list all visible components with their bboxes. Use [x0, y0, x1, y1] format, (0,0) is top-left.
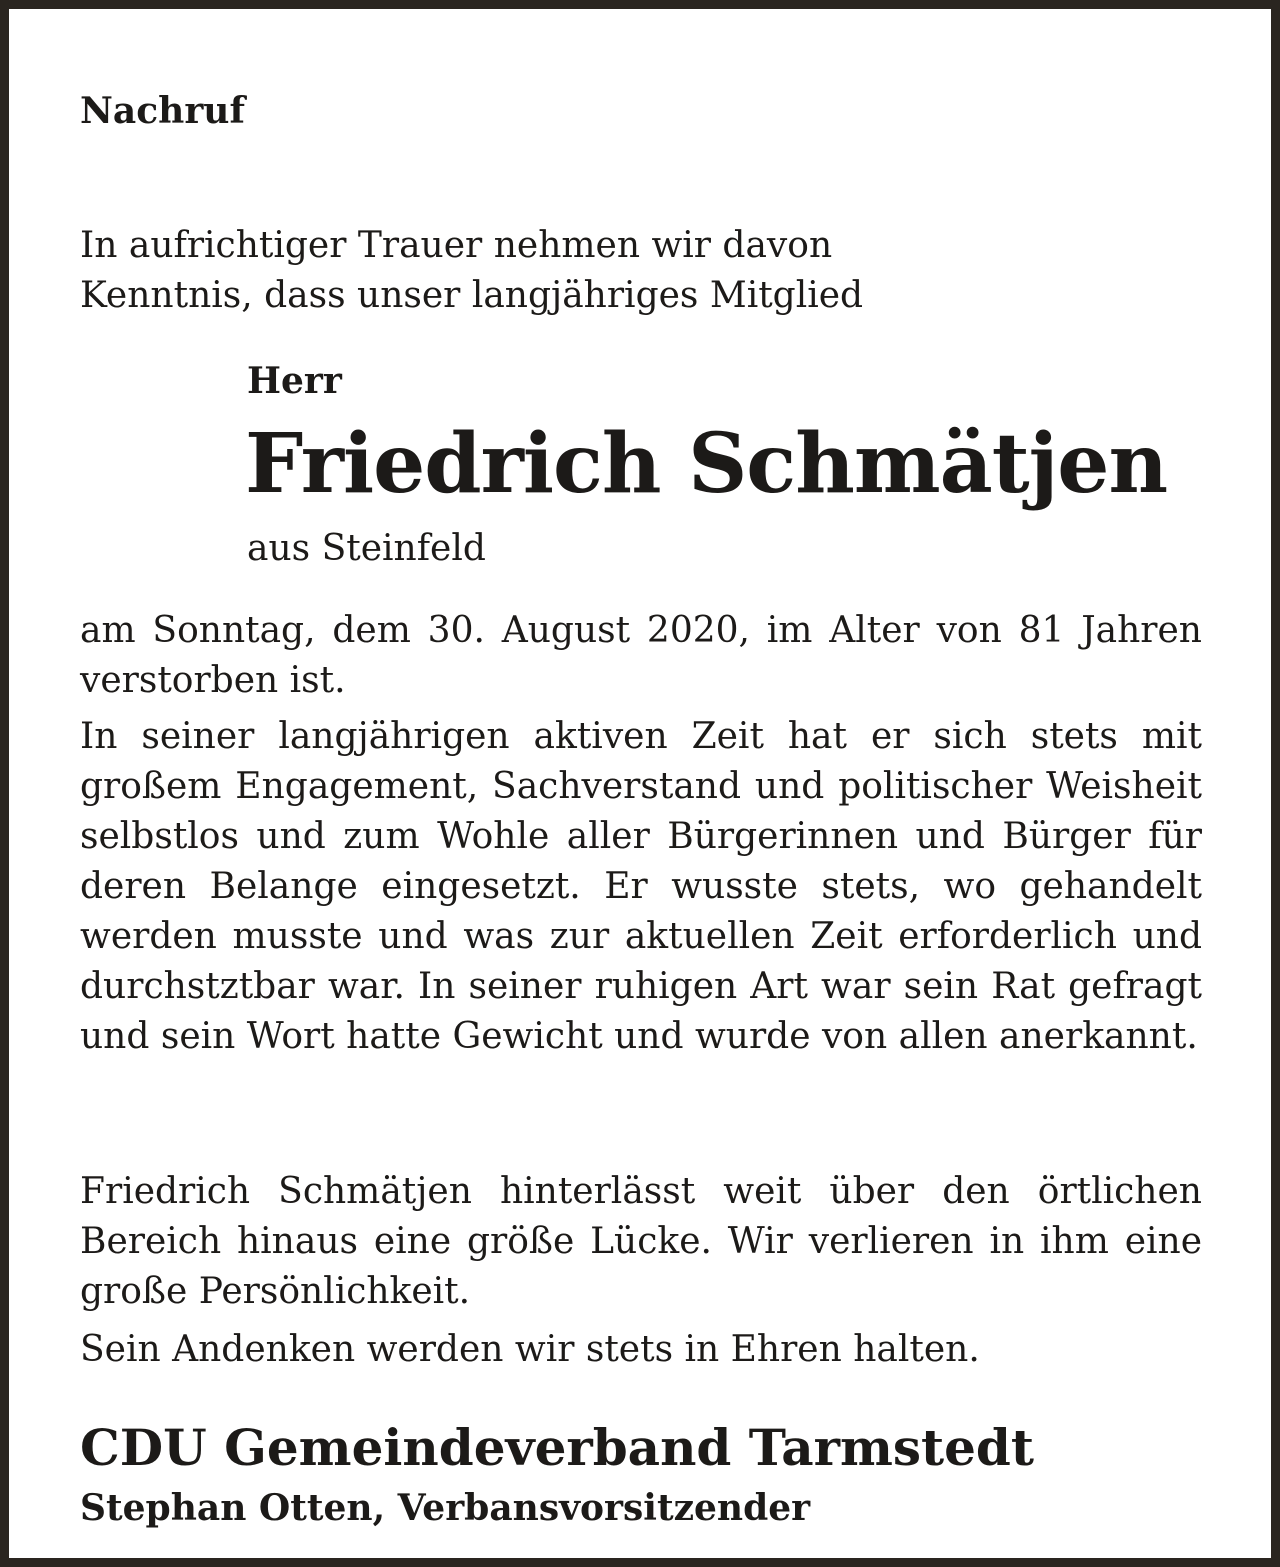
intro-line-1: In aufrichtiger Trauer nehmen wir davon — [80, 225, 833, 266]
paragraph-tribute: In seiner langjährigen aktiven Zeit hat er sich stets mit großem Engagement, Sachverstand und politischer Weisheit selbstlos und zum Wohle aller Bürgerinnen und Bürger für deren Belange eingesetzt. Er wusste stets, wo gehandelt werden musste und was zur aktuellen Zeit erforderlich und durchstztbar war. In seiner ruhigen Art war sein Rat gefragt und sein Wort hatte Gewicht und wurde von allen anerkannt. — [80, 716, 1202, 1057]
intro-text — [80, 221, 863, 321]
paragraph-loss: Friedrich Schmätjen hinterlässt weit über den örtlichen Bereich hinaus eine größe Lücke. Wir verlieren in ihm eine große Persönlichkeit. — [80, 1171, 1202, 1312]
origin: aus Steinfeld — [247, 528, 486, 569]
salutation: Herr — [247, 360, 342, 402]
paragraph-memory: Sein Andenken werden wir stets in Ehren halten. — [80, 1329, 980, 1370]
organization-name: CDU Gemeindeverband Tarmstedt — [80, 1418, 1034, 1477]
paragraph-death-date: am Sonntag, dem 30. August 2020, im Alter von 81 Jahren verstorben ist. — [80, 610, 1202, 701]
deceased-name: Friedrich Schmätjen — [245, 416, 1168, 512]
signer: Stephan Otten, Verbansvorsitzender — [80, 1487, 811, 1529]
intro-line-2: Kenntnis, dass unser langjähriges Mitglied — [80, 275, 864, 316]
notice-heading: Nachruf — [80, 90, 245, 132]
